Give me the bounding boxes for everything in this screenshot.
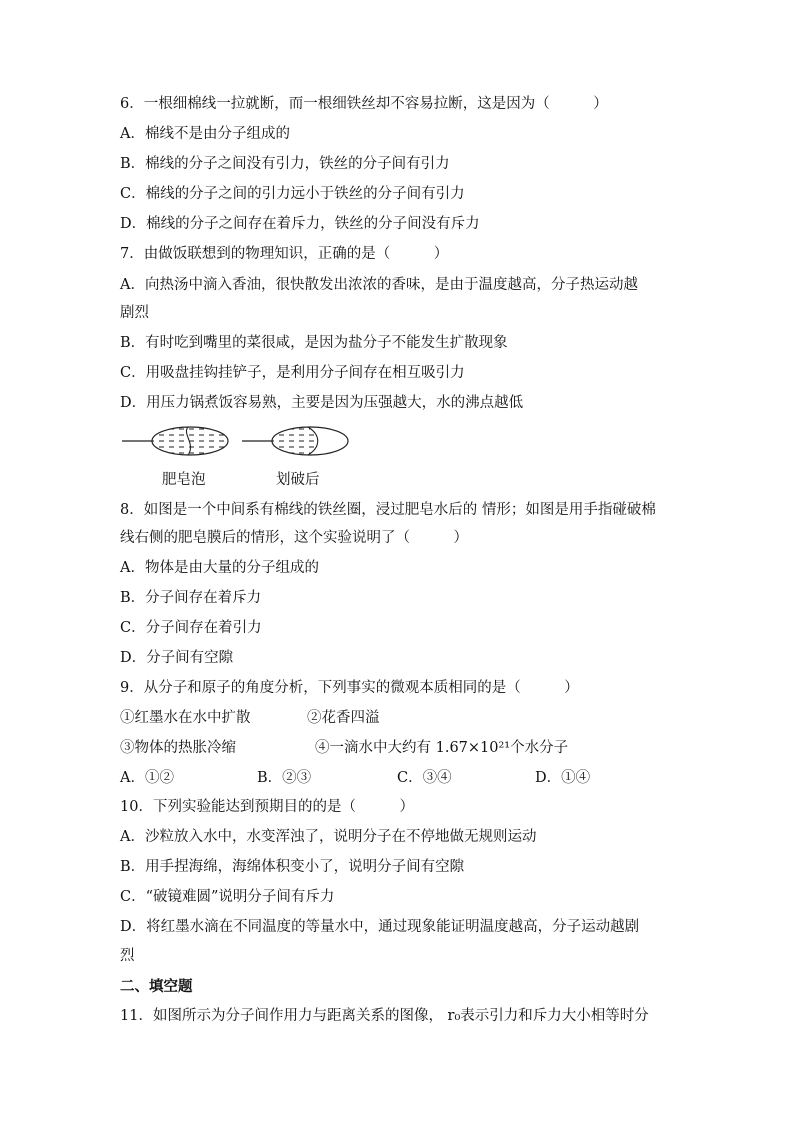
q10-option-a: A．沙粒放入水中，水变浑浊了，说明分子在不停地做无规则运动 <box>120 829 537 845</box>
q7-option-a-cont: 剧烈 <box>120 305 149 321</box>
q9-fact-1: ①红墨水在水中扩散 <box>120 710 251 726</box>
q10-stem: 10．下列实验能达到预期目的的是（ ） <box>120 799 414 815</box>
q9-option-d: D．①④ <box>535 770 591 786</box>
q9-fact-4: ④一滴水中大约有 1.67×10²¹个水分子 <box>315 740 569 756</box>
q6-option-d: D．棉线的分子之间存在着斥力，铁丝的分子间没有斥力 <box>120 216 480 232</box>
caption-after-break: 划破后 <box>276 472 320 488</box>
q11-stem: 11．如图所示为分子间作用力与距离关系的图像， r₀表示引力和斥力大小相等时分 <box>120 1008 649 1024</box>
q9-options <box>120 768 680 788</box>
q9-facts-row2 <box>120 738 680 758</box>
soap-film-diagram <box>118 420 358 468</box>
q8-option-a: A．物体是由大量的分子组成的 <box>120 560 319 576</box>
q7-option-d: D．用压力锅煮饭容易熟，主要是因为压强越大，水的沸点越低 <box>120 395 524 411</box>
q8-stem-line2: 线右侧的肥皂膜后的情形，这个实验说明了（ ） <box>120 530 468 546</box>
q9-option-a: A．①② <box>120 770 174 786</box>
remaining-soap-film <box>270 428 317 455</box>
q8-option-d: D．分子间有空隙 <box>120 650 234 666</box>
soap-film-figure <box>118 420 358 492</box>
q6-option-a: A．棉线不是由分子组成的 <box>120 126 290 142</box>
q7-option-b: B．有时吃到嘴里的菜很咸，是因为盐分子不能发生扩散现象 <box>120 335 508 351</box>
q8-option-c: C．分子间存在着引力 <box>120 620 262 636</box>
q9-option-c: C．③④ <box>397 770 452 786</box>
q8-option-b: B．分子间存在着斥力 <box>120 590 262 606</box>
q8-stem-line1: 8．如图是一个中间系有棉线的铁丝圈，浸过肥皂水后的 情形；如图是用手指碰破棉 <box>120 502 656 518</box>
q6-option-c: C．棉线的分子之间的引力远小于铁丝的分子间有引力 <box>120 186 465 202</box>
q7-option-a: A．向热汤中滴入香油，很快散发出浓浓的香味，是由于温度越高，分子热运动越 <box>120 277 638 293</box>
q9-fact-3: ③物体的热胀冷缩 <box>120 740 236 756</box>
q10-option-d: D．将红墨水滴在不同温度的等量水中，通过现象能证明温度越高，分子运动越剧 <box>120 919 640 935</box>
q10-option-c: C．“破镜难圆”说明分子间有斥力 <box>120 889 335 905</box>
q10-option-d-cont: 烈 <box>120 948 135 964</box>
q6-stem: 6．一根细棉线一拉就断，而一根细铁丝却不容易拉断，这是因为（ ） <box>120 96 608 112</box>
q9-option-b: B．②③ <box>257 770 312 786</box>
q9-stem: 9．从分子和原子的角度分析，下列事实的微观本质相同的是（ ） <box>120 680 579 696</box>
caption-soap-bubble: 肥皂泡 <box>162 472 206 488</box>
q7-stem: 7．由做饭联想到的物理知识，正确的是（ ） <box>120 246 449 262</box>
section-title-fill-in: 二、填空题 <box>120 978 193 995</box>
q9-facts-row1 <box>120 708 680 728</box>
q10-option-b: B．用手捏海绵，海绵体积变小了，说明分子间有空隙 <box>120 859 465 875</box>
q9-fact-2: ②花香四溢 <box>307 710 380 726</box>
q7-option-c: C．用吸盘挂钩挂铲子，是利用分子间存在相互吸引力 <box>120 365 465 381</box>
q6-option-b: B．棉线的分子之间没有引力，铁丝的分子间有引力 <box>120 156 450 172</box>
